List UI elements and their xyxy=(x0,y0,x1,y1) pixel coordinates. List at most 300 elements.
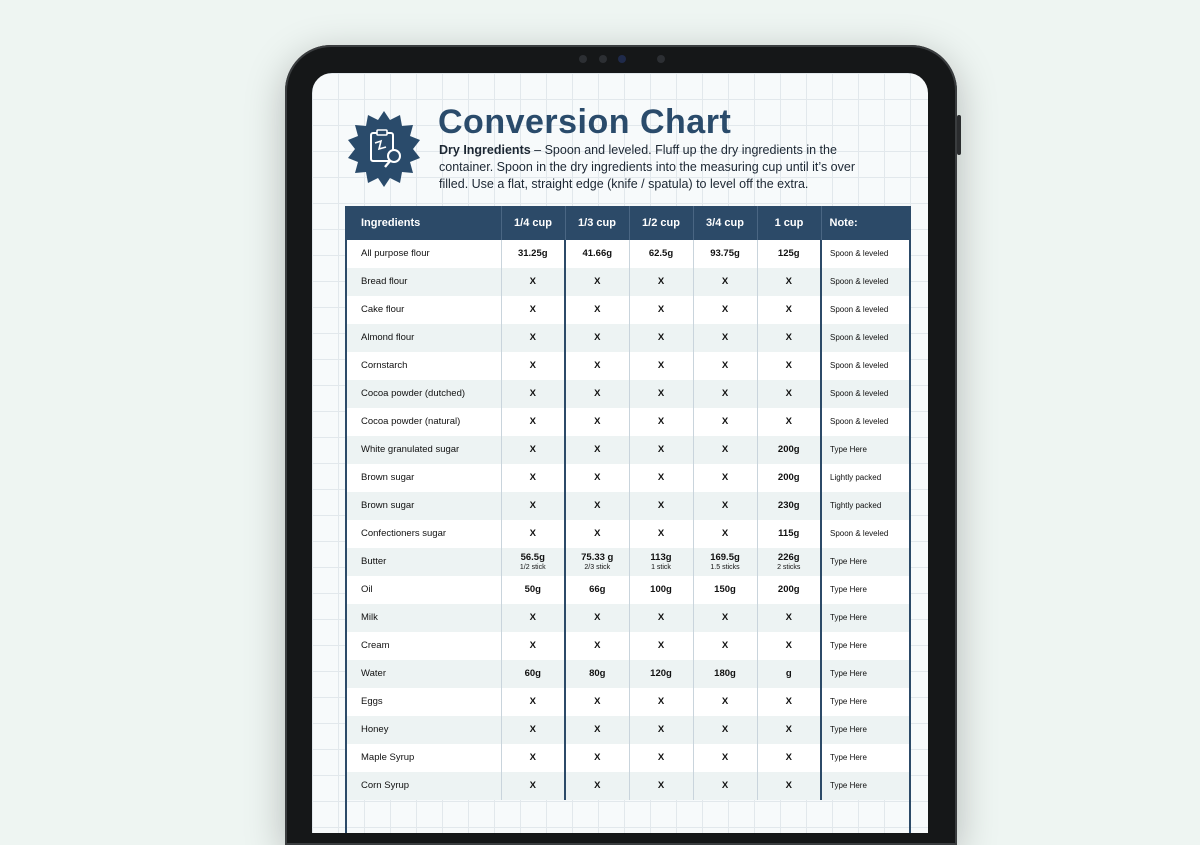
cell-value: X xyxy=(594,528,601,539)
cell-value: X xyxy=(594,360,601,371)
note-cell[interactable] xyxy=(821,744,909,772)
measure-cell xyxy=(693,604,757,632)
note-cell[interactable] xyxy=(821,380,909,408)
cell-value: X xyxy=(657,640,665,651)
cell-value: X xyxy=(594,724,601,735)
ingredient-name xyxy=(347,660,501,688)
measure-cell xyxy=(693,576,757,604)
clipboard-search-icon xyxy=(346,111,422,191)
measure-cell xyxy=(757,492,821,520)
measure-cell xyxy=(757,548,821,576)
measure-cell xyxy=(629,352,693,380)
cell-value: X xyxy=(721,696,729,707)
table-row xyxy=(347,296,909,324)
table-row xyxy=(347,380,909,408)
tablet-device xyxy=(285,45,957,845)
cell-value: g xyxy=(785,668,792,679)
intro-heading: Dry Ingredients xyxy=(439,143,531,157)
table-header-row xyxy=(347,206,909,240)
header-three-quarter-cup: 3/4 cup xyxy=(693,206,757,240)
ingredient-name xyxy=(347,296,501,324)
table-row xyxy=(347,604,909,632)
camera-dot xyxy=(657,55,665,63)
note-cell[interactable] xyxy=(821,268,909,296)
measure-cell xyxy=(501,660,565,688)
measure-cell xyxy=(565,436,629,464)
cell-value: Oil xyxy=(361,584,373,595)
cell-value: X xyxy=(529,332,536,343)
measure-cell xyxy=(501,324,565,352)
measure-cell xyxy=(565,296,629,324)
measure-cell xyxy=(629,408,693,436)
table-row xyxy=(347,520,909,548)
measure-cell xyxy=(501,520,565,548)
measure-cell xyxy=(629,660,693,688)
note-cell[interactable] xyxy=(821,576,909,604)
cell-value: X xyxy=(529,752,536,763)
cell-value: 93.75g xyxy=(710,248,740,259)
cell-value: Confectioners sugar xyxy=(361,528,447,539)
cell-value: Corn Syrup xyxy=(361,780,410,791)
measure-cell xyxy=(565,352,629,380)
measure-cell xyxy=(565,268,629,296)
camera-dot xyxy=(579,55,587,63)
header-ingredients: Ingredients xyxy=(347,206,501,240)
table-row xyxy=(347,772,909,800)
cell-value: Spoon & leveled xyxy=(830,277,889,286)
measure-cell xyxy=(757,716,821,744)
ingredient-name xyxy=(347,548,501,576)
measure-cell xyxy=(629,380,693,408)
measure-cell xyxy=(565,548,629,576)
measure-cell xyxy=(757,744,821,772)
note-cell[interactable] xyxy=(821,716,909,744)
measure-cell xyxy=(629,520,693,548)
volume-button xyxy=(957,115,961,155)
measure-cell xyxy=(629,716,693,744)
cell-value: X xyxy=(721,276,729,287)
cell-value: X xyxy=(594,332,601,343)
cell-value: X xyxy=(721,528,729,539)
measure-cell xyxy=(565,632,629,660)
measure-cell xyxy=(757,240,821,268)
cell-value: 66g xyxy=(589,584,606,595)
cell-value: X xyxy=(657,752,665,763)
measure-cell xyxy=(629,268,693,296)
cell-value: X xyxy=(721,360,729,371)
cell-value: Type Here xyxy=(830,641,867,650)
note-cell[interactable] xyxy=(821,492,909,520)
measure-cell xyxy=(501,688,565,716)
measure-cell xyxy=(565,324,629,352)
measure-cell xyxy=(629,492,693,520)
cell-value: 120g xyxy=(650,668,672,679)
measure-cell xyxy=(693,464,757,492)
measure-cell xyxy=(693,296,757,324)
measure-cell xyxy=(757,660,821,688)
measure-cell xyxy=(565,380,629,408)
cell-value: X xyxy=(657,724,665,735)
measure-cell xyxy=(757,380,821,408)
table-row xyxy=(347,576,909,604)
cell-value: 180g xyxy=(714,668,736,679)
note-cell[interactable] xyxy=(821,324,909,352)
cell-value: Lightly packed xyxy=(830,473,882,482)
measure-cell xyxy=(693,324,757,352)
cell-value: Spoon & leveled xyxy=(830,249,889,258)
cell-subvalue: 2 sticks xyxy=(777,563,801,571)
note-cell[interactable] xyxy=(821,352,909,380)
cell-value: X xyxy=(529,612,536,623)
intro-body: – Spoon and leveled. Fluff up the dry ingredients in the container. Spoon in the dry ingredients into the measuring cup until it’s over filled. Use a flat, straight edge (knife / spatula) to level off the extra. xyxy=(439,143,855,191)
cell-value: Milk xyxy=(361,612,378,623)
note-cell[interactable] xyxy=(821,464,909,492)
measure-cell xyxy=(693,772,757,800)
header-note: Note: xyxy=(829,217,858,229)
table-row xyxy=(347,352,909,380)
cell-value: X xyxy=(785,360,792,371)
cell-value: 56.5g xyxy=(520,551,545,563)
cell-value: X xyxy=(721,500,729,511)
measure-cell xyxy=(757,772,821,800)
measure-cell xyxy=(693,548,757,576)
table-row xyxy=(347,688,909,716)
ingredient-name xyxy=(347,716,501,744)
measure-cell xyxy=(501,436,565,464)
measure-cell xyxy=(629,464,693,492)
cell-value: Cream xyxy=(361,640,390,651)
cell-value: 50g xyxy=(524,584,541,595)
conversion-table-frame xyxy=(345,206,911,833)
cell-value: Spoon & leveled xyxy=(830,361,889,370)
cell-value: X xyxy=(721,444,729,455)
cell-value: Cocoa powder (dutched) xyxy=(361,388,466,399)
measure-cell xyxy=(693,492,757,520)
measure-cell xyxy=(629,772,693,800)
cell-value: X xyxy=(721,304,729,315)
note-cell[interactable] xyxy=(821,772,909,800)
cell-value: 41.66g xyxy=(582,248,613,259)
note-cell[interactable] xyxy=(821,240,909,268)
ingredient-name xyxy=(347,352,501,380)
ingredient-name xyxy=(347,492,501,520)
cell-value: X xyxy=(529,780,536,791)
measure-cell xyxy=(693,408,757,436)
cell-value: Brown sugar xyxy=(361,472,415,483)
cell-value: 200g xyxy=(777,472,800,483)
ingredient-name xyxy=(347,268,501,296)
cell-value: X xyxy=(721,724,729,735)
measure-cell xyxy=(693,632,757,660)
cell-value: X xyxy=(529,500,536,511)
ingredient-name xyxy=(347,744,501,772)
cell-value: Spoon & leveled xyxy=(830,333,889,342)
measure-cell xyxy=(629,324,693,352)
cell-value: X xyxy=(785,304,792,315)
cell-subvalue: 1/2 stick xyxy=(519,563,546,571)
cell-value: X xyxy=(785,612,792,623)
measure-cell xyxy=(501,268,565,296)
measure-cell xyxy=(629,576,693,604)
measure-cell xyxy=(757,632,821,660)
cell-value: X xyxy=(529,416,536,427)
measure-cell xyxy=(757,268,821,296)
measure-cell xyxy=(501,576,565,604)
measure-cell xyxy=(501,296,565,324)
cell-value: Spoon & leveled xyxy=(830,389,889,398)
measure-cell xyxy=(501,604,565,632)
cell-value: X xyxy=(529,472,536,483)
table-row xyxy=(347,660,909,688)
cell-value: Water xyxy=(361,668,386,679)
ingredient-name xyxy=(347,604,501,632)
table-row xyxy=(347,436,909,464)
measure-cell xyxy=(693,352,757,380)
measure-cell xyxy=(565,660,629,688)
cell-value: 75.33 g xyxy=(581,551,614,563)
cell-value: Type Here xyxy=(830,697,867,706)
cell-value: Type Here xyxy=(830,557,867,566)
ingredient-name xyxy=(347,632,501,660)
cell-value: X xyxy=(594,472,601,483)
cell-value: Eggs xyxy=(361,696,383,707)
cell-value: Type Here xyxy=(830,781,867,790)
cell-value: X xyxy=(529,304,536,315)
note-cell[interactable] xyxy=(821,660,909,688)
cell-subvalue: 2/3 stick xyxy=(584,563,611,571)
measure-cell xyxy=(629,296,693,324)
cell-value: Cocoa powder (natural) xyxy=(361,416,461,427)
conversion-table xyxy=(347,206,909,800)
ingredient-name xyxy=(347,520,501,548)
cell-value: Type Here xyxy=(830,585,867,594)
cell-value: X xyxy=(529,360,536,371)
measure-cell xyxy=(693,660,757,688)
note-cell[interactable] xyxy=(821,296,909,324)
table-body xyxy=(347,240,909,800)
measure-cell xyxy=(629,548,693,576)
cell-value: X xyxy=(594,304,601,315)
table-row xyxy=(347,268,909,296)
cell-value: X xyxy=(657,304,665,315)
cell-value: 200g xyxy=(777,444,800,455)
measure-cell xyxy=(501,492,565,520)
measure-cell xyxy=(693,380,757,408)
cell-subvalue: 1 stick xyxy=(651,563,671,571)
cell-value: Cake flour xyxy=(361,304,405,315)
cell-value: Brown sugar xyxy=(361,500,415,511)
measure-cell xyxy=(757,296,821,324)
cell-value: X xyxy=(785,276,792,287)
cell-value: X xyxy=(657,416,665,427)
cell-value: X xyxy=(529,444,536,455)
measure-cell xyxy=(565,604,629,632)
cell-value: X xyxy=(657,332,665,343)
cell-value: X xyxy=(721,332,729,343)
measure-cell xyxy=(565,688,629,716)
measure-cell xyxy=(565,716,629,744)
cell-value: X xyxy=(657,612,665,623)
note-cell[interactable] xyxy=(821,604,909,632)
cell-value: 150g xyxy=(714,584,736,595)
note-cell[interactable] xyxy=(821,436,909,464)
table-row xyxy=(347,716,909,744)
cell-value: Honey xyxy=(361,724,389,735)
cell-value: X xyxy=(594,640,601,651)
cell-value: X xyxy=(594,780,601,791)
measure-cell xyxy=(757,436,821,464)
cell-value: X xyxy=(785,780,792,791)
cell-value: Bread flour xyxy=(361,276,408,287)
cell-value: 60g xyxy=(524,668,541,679)
table-row xyxy=(347,408,909,436)
measure-cell xyxy=(693,268,757,296)
cell-value: X xyxy=(657,472,665,483)
cell-value: 230g xyxy=(777,500,800,511)
tablet-screen[interactable] xyxy=(312,73,928,833)
cell-value: X xyxy=(721,612,729,623)
cell-value: X xyxy=(594,416,601,427)
measure-cell xyxy=(693,688,757,716)
cell-value: Type Here xyxy=(830,445,867,454)
measure-cell xyxy=(565,520,629,548)
cell-value: Butter xyxy=(361,556,387,567)
measure-cell xyxy=(629,744,693,772)
measure-cell xyxy=(501,240,565,268)
cell-value: X xyxy=(721,780,729,791)
cell-value: All purpose flour xyxy=(361,248,430,259)
cell-value: X xyxy=(785,724,792,735)
cell-value: Almond flour xyxy=(361,332,415,343)
measure-cell xyxy=(757,324,821,352)
table-row xyxy=(347,744,909,772)
header-third-cup: 1/3 cup xyxy=(565,206,629,240)
cell-value: X xyxy=(594,500,601,511)
ingredient-name xyxy=(347,576,501,604)
cell-value: White granulated sugar xyxy=(361,444,460,455)
cell-value: X xyxy=(529,696,536,707)
cell-value: X xyxy=(529,388,536,399)
cell-value: Type Here xyxy=(830,753,867,762)
header-one-cup: 1 cup xyxy=(757,206,821,240)
cell-value: X xyxy=(785,640,792,651)
cell-value: 169.5g xyxy=(710,551,740,563)
cell-value: X xyxy=(529,640,536,651)
cell-value: X xyxy=(721,640,729,651)
cell-value: X xyxy=(594,388,601,399)
ingredient-name xyxy=(347,240,501,268)
cell-value: X xyxy=(721,472,729,483)
measure-cell xyxy=(629,604,693,632)
ingredient-name xyxy=(347,464,501,492)
cell-value: X xyxy=(657,500,665,511)
cell-value: 125g xyxy=(777,248,800,259)
measure-cell xyxy=(757,688,821,716)
measure-cell xyxy=(757,352,821,380)
ingredient-name xyxy=(347,436,501,464)
cell-value: X xyxy=(721,416,729,427)
ingredient-name xyxy=(347,380,501,408)
measure-cell xyxy=(565,576,629,604)
cell-value: Spoon & leveled xyxy=(830,305,889,314)
cell-value: X xyxy=(721,752,729,763)
measure-cell xyxy=(629,436,693,464)
cell-value: X xyxy=(594,752,601,763)
cell-value: X xyxy=(721,388,729,399)
measure-cell xyxy=(501,408,565,436)
ingredient-name xyxy=(347,324,501,352)
camera-dot xyxy=(599,55,607,63)
cell-value: 80g xyxy=(589,668,606,679)
note-cell[interactable] xyxy=(821,408,909,436)
cell-value: X xyxy=(657,780,665,791)
cell-value: X xyxy=(594,612,601,623)
page-title: Conversion Chart xyxy=(438,103,732,141)
header-quarter-cup: 1/4 cup xyxy=(501,206,565,240)
cell-value: X xyxy=(657,528,665,539)
cell-value: 113g xyxy=(650,551,672,563)
measure-cell xyxy=(501,716,565,744)
cell-value: X xyxy=(529,528,536,539)
measure-cell xyxy=(501,632,565,660)
measure-cell xyxy=(565,744,629,772)
cell-value: X xyxy=(594,696,601,707)
measure-cell xyxy=(693,716,757,744)
cell-value: X xyxy=(657,388,665,399)
note-cell[interactable] xyxy=(821,548,909,576)
measure-cell xyxy=(693,436,757,464)
camera-lens xyxy=(618,55,626,63)
measure-cell xyxy=(565,464,629,492)
table-row xyxy=(347,240,909,268)
measure-cell xyxy=(757,604,821,632)
ingredient-name xyxy=(347,772,501,800)
measure-cell xyxy=(565,240,629,268)
measure-cell xyxy=(629,688,693,716)
note-cell[interactable] xyxy=(821,688,909,716)
measure-cell xyxy=(565,772,629,800)
header-half-cup: 1/2 cup xyxy=(629,206,693,240)
ingredient-name xyxy=(347,408,501,436)
intro-text xyxy=(439,142,879,193)
cell-value: X xyxy=(785,752,792,763)
cell-value: X xyxy=(529,724,536,735)
cell-value: Cornstarch xyxy=(361,360,408,371)
cell-value: X xyxy=(529,276,536,287)
cell-value: X xyxy=(594,444,601,455)
cell-subvalue: 1.5 sticks xyxy=(710,563,740,571)
cell-value: X xyxy=(785,388,792,399)
cell-value: Type Here xyxy=(830,669,867,678)
table-row xyxy=(347,632,909,660)
cell-value: X xyxy=(657,276,665,287)
cell-value: X xyxy=(657,444,665,455)
cell-value: X xyxy=(657,696,665,707)
note-cell[interactable] xyxy=(821,632,909,660)
cell-value: Spoon & leveled xyxy=(830,529,889,538)
measure-cell xyxy=(501,772,565,800)
cell-value: 31.25g xyxy=(517,248,548,259)
cell-value: X xyxy=(785,416,792,427)
note-cell[interactable] xyxy=(821,520,909,548)
measure-cell xyxy=(501,744,565,772)
cell-value: X xyxy=(594,276,601,287)
measure-cell xyxy=(757,408,821,436)
measure-cell xyxy=(629,240,693,268)
measure-cell xyxy=(501,380,565,408)
cell-value: Tightly packed xyxy=(830,501,882,510)
measure-cell xyxy=(501,352,565,380)
